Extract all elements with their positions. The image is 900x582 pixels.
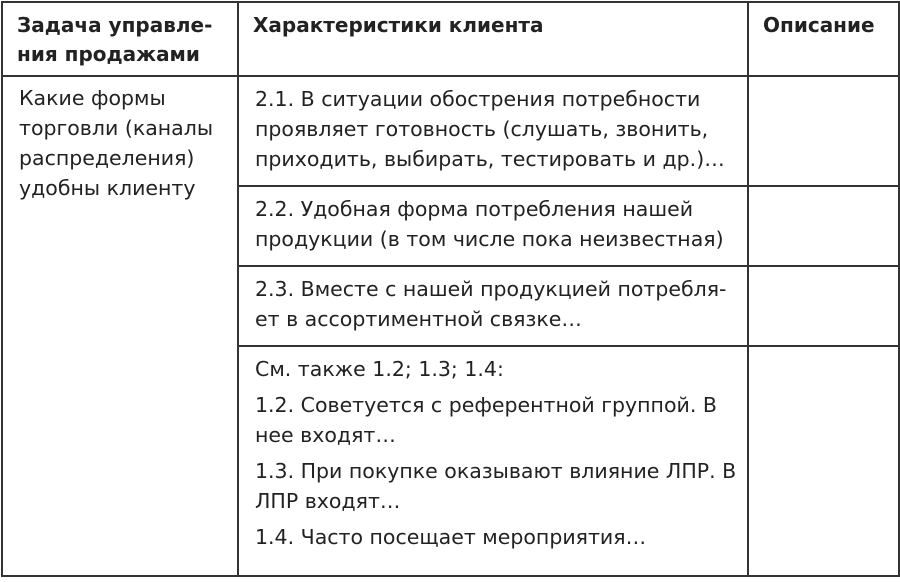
description-cell xyxy=(748,266,899,346)
characteristic-text: 2.2. Удобная форма потребления нашей продукции (в том числе пока неизвестная) xyxy=(255,197,724,251)
header-task xyxy=(2,2,238,76)
header-task-line-1: Задача управле- xyxy=(17,13,213,37)
characteristic-cell xyxy=(238,186,748,266)
header-task-line-2: ния продажами xyxy=(17,42,200,66)
description-cell xyxy=(748,76,899,186)
header-description: Описание xyxy=(748,2,899,76)
sales-table xyxy=(1,1,900,577)
characteristic-text: 2.3. Вместе с нашей продукцией потребля-ет в ассортиментной связке… xyxy=(255,277,727,331)
table-row xyxy=(2,76,899,186)
characteristic-cell xyxy=(238,346,748,576)
task-cell: Какие формы торговли (каналы распределения) удобны клиенту xyxy=(2,76,238,576)
header-characteristics: Характеристики клиента xyxy=(238,2,748,76)
characteristic-text: 1.3. При покупке оказывают влияние ЛПР. В ЛПР входят… xyxy=(255,459,737,513)
characteristic-text: 2.1. В ситуации обострения потребности проявляет готовность (слушать, звонить, приходить, выбирать, тестировать и др.)… xyxy=(255,87,725,171)
description-cell xyxy=(748,346,899,576)
characteristic-cell xyxy=(238,266,748,346)
header-row xyxy=(2,2,899,76)
characteristic-cell xyxy=(238,76,748,186)
characteristic-text: См. также 1.2; 1.3; 1.4: xyxy=(255,357,504,381)
characteristic-text: 1.2. Советуется с референтной группой. В нее входят… xyxy=(255,393,717,447)
characteristic-text: 1.4. Часто посещает мероприятия… xyxy=(255,525,647,549)
description-cell xyxy=(748,186,899,266)
